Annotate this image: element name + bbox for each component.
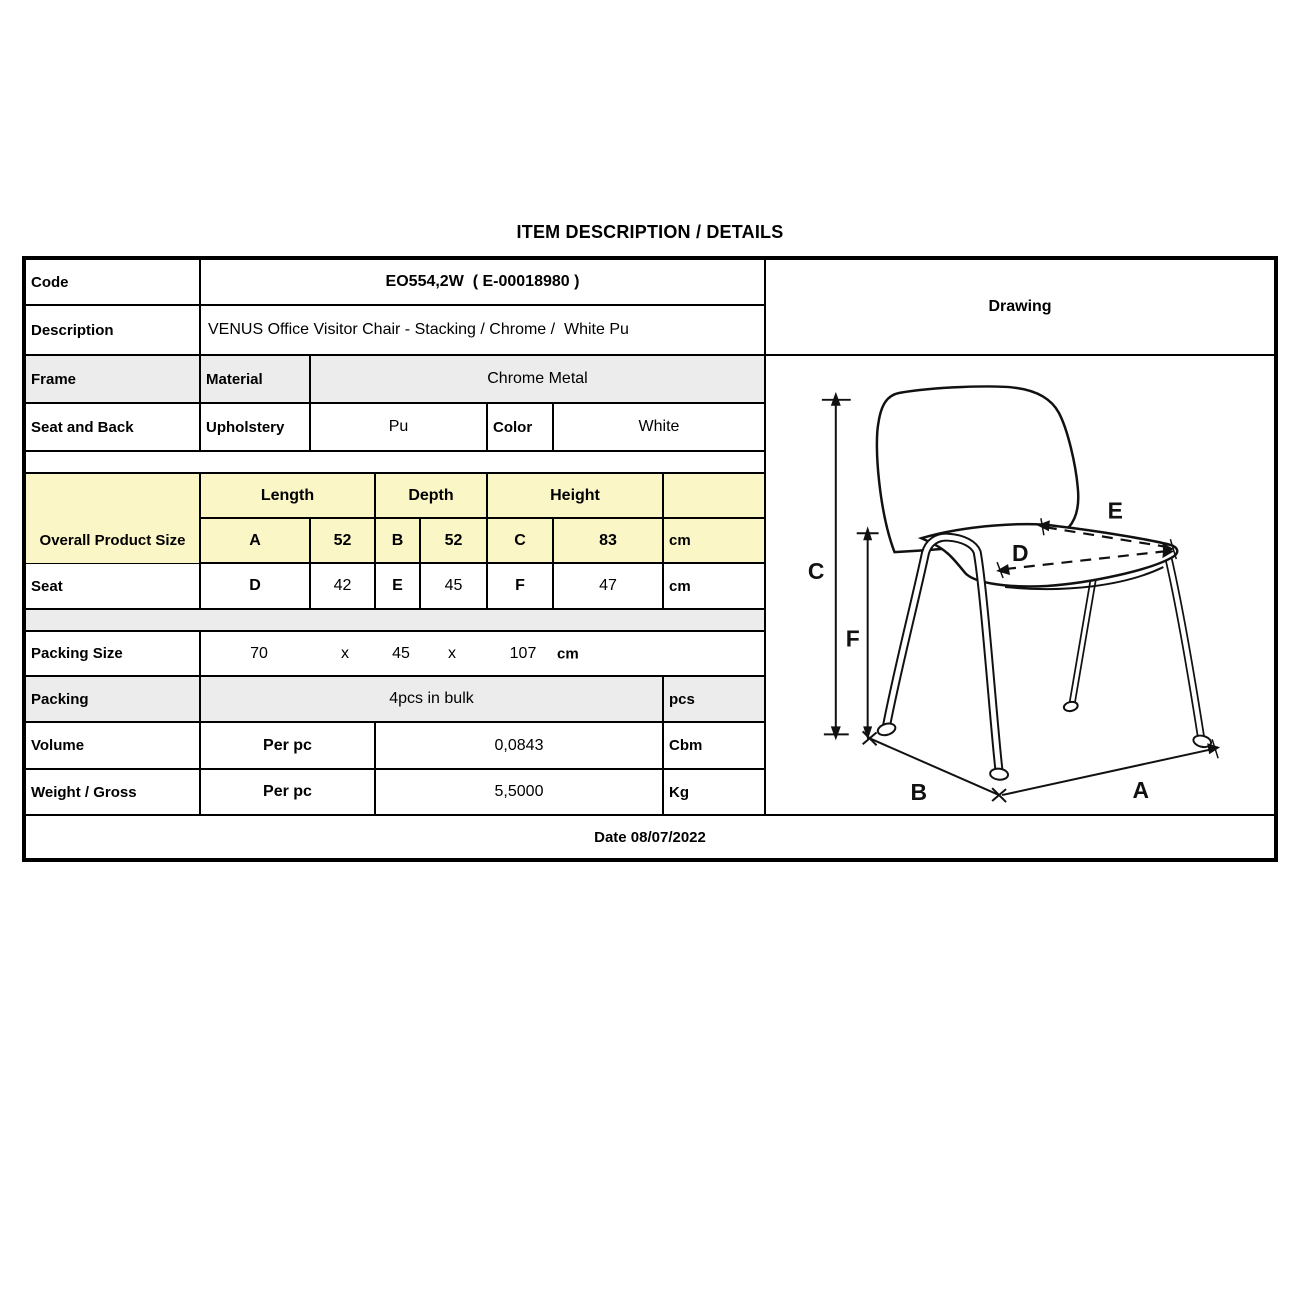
volume-value: 0,0843 — [375, 722, 663, 769]
weight-label: Weight / Gross — [25, 769, 200, 815]
packing-length: 70 — [250, 644, 268, 662]
dim-b-key: B — [375, 518, 420, 563]
packing-height: 107 — [509, 644, 537, 662]
packing-size-unit: cm — [557, 645, 579, 662]
dim-a-value: 52 — [310, 518, 375, 563]
packing-sep-2: x — [448, 644, 456, 662]
packing-depth: 45 — [392, 644, 410, 662]
dim-f-key: F — [487, 563, 553, 609]
code-value: EO554,2W ( E-00018980 ) — [200, 259, 765, 305]
dim-e-value: 45 — [420, 563, 487, 609]
seat-size-label: Seat — [25, 563, 200, 609]
packing-unit: pcs — [663, 676, 765, 722]
upholstery-value: Pu — [310, 403, 487, 451]
label-e: E — [1107, 497, 1123, 524]
weight-value: 5,5000 — [375, 769, 663, 815]
height-header: Height — [487, 473, 663, 518]
seat-and-back-label: Seat and Back — [25, 403, 200, 451]
spec-table — [22, 256, 1278, 862]
material-value: Chrome Metal — [310, 355, 765, 403]
volume-label: Volume — [25, 722, 200, 769]
dim-f-value: 47 — [553, 563, 663, 609]
description-label: Description — [25, 305, 200, 355]
color-label: Color — [487, 403, 553, 451]
dim-line-a — [1002, 739, 1220, 795]
label-a: A — [1132, 777, 1150, 804]
label-b: B — [910, 779, 928, 806]
label-c: C — [807, 558, 825, 585]
color-value: White — [553, 403, 765, 451]
packing-size-value — [200, 631, 765, 676]
overall-size-unit: cm — [663, 518, 765, 563]
page-title: ITEM DESCRIPTION / DETAILS — [516, 222, 784, 242]
upholstery-label: Upholstery — [200, 403, 310, 451]
weight-per-label: Per pc — [200, 769, 375, 815]
chair-front-frame — [887, 537, 1000, 771]
dim-d-key: D — [200, 563, 310, 609]
frame-label: Frame — [25, 355, 200, 403]
volume-unit: Cbm — [663, 722, 765, 769]
overall-size-label: Overall Product Size — [25, 473, 200, 609]
spacer-row — [25, 451, 765, 473]
chair-feet — [876, 701, 1212, 781]
packing-sep-1: x — [341, 644, 349, 662]
description-value: VENUS Office Visitor Chair - Stacking / Chrome / White Pu — [200, 305, 765, 355]
dim-b-value: 52 — [420, 518, 487, 563]
code-label: Code — [25, 259, 200, 305]
dim-line-c — [822, 392, 851, 740]
packing-value: 4pcs in bulk — [200, 676, 663, 722]
dim-line-b — [863, 731, 1006, 802]
dim-line-f — [857, 526, 879, 740]
date-row: Date 08/07/2022 — [25, 815, 1275, 859]
chair-drawing — [766, 356, 1274, 814]
drawing-header: Drawing — [765, 259, 1275, 355]
volume-per-label: Per pc — [200, 722, 375, 769]
label-d: D — [1012, 540, 1029, 567]
packing-size-label: Packing Size — [25, 631, 200, 676]
dim-d-value: 42 — [310, 563, 375, 609]
packing-label: Packing — [25, 676, 200, 722]
seat-size-unit: cm — [663, 563, 765, 609]
material-label: Material — [200, 355, 310, 403]
depth-header: Depth — [375, 473, 487, 518]
size-unit-header-empty — [663, 473, 765, 518]
weight-unit: Kg — [663, 769, 765, 815]
label-f: F — [845, 625, 860, 652]
divider-band — [25, 609, 765, 631]
dim-c-key: C — [487, 518, 553, 563]
dim-e-key: E — [375, 563, 420, 609]
dim-a-key: A — [200, 518, 310, 563]
length-header: Length — [200, 473, 375, 518]
drawing-cell — [765, 355, 1275, 815]
dim-c-value: 83 — [553, 518, 663, 563]
